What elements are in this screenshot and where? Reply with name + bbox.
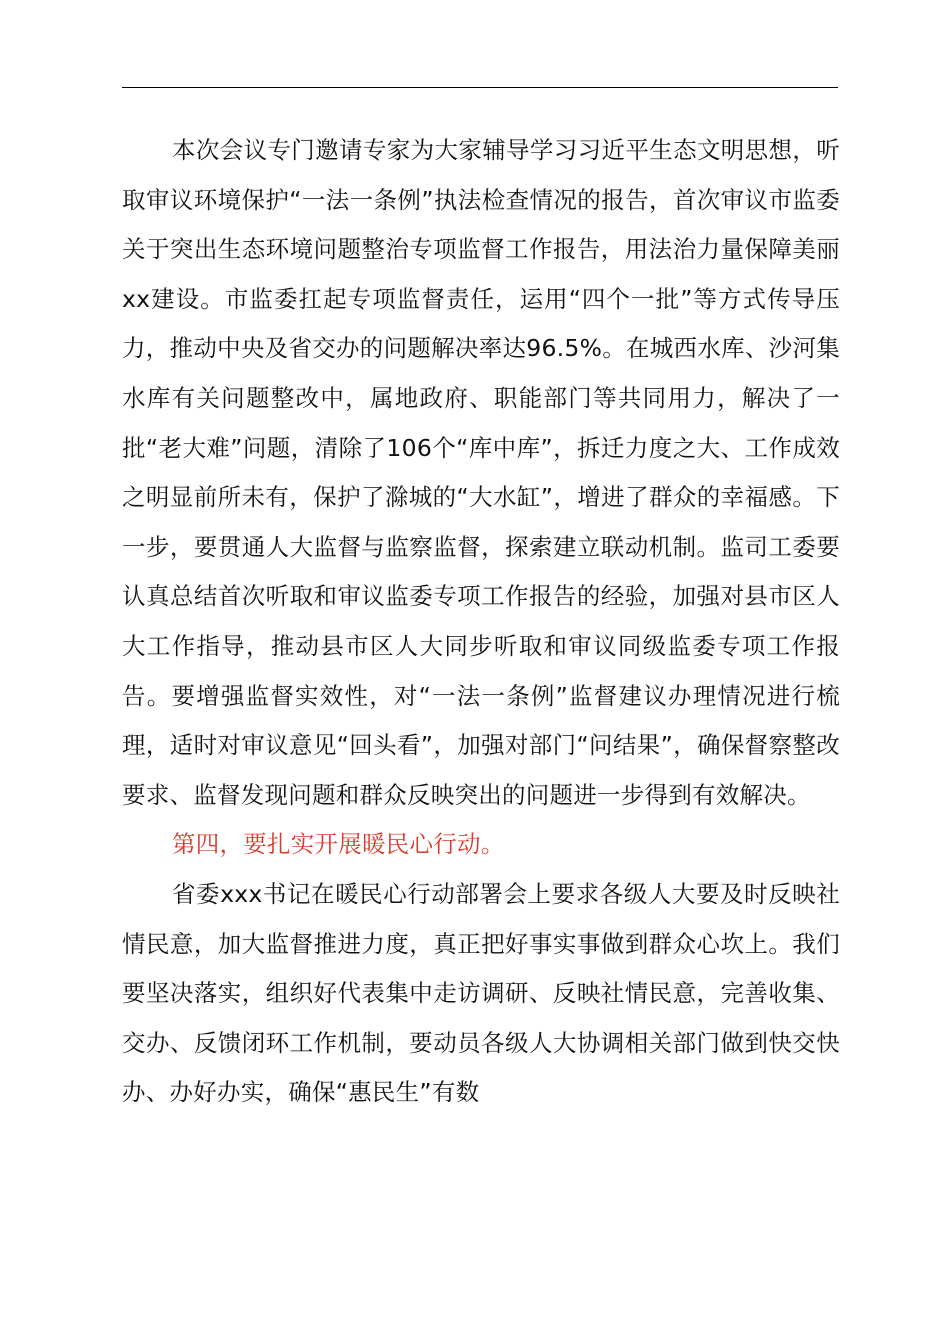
document-body: [122, 126, 840, 1118]
header-rule: [122, 87, 838, 88]
section-heading-4: 第四，要扎实开展暖民心行动。: [172, 830, 505, 859]
body-paragraph-1: 本次会议专门邀请专家为大家辅导学习习近平生态文明思想，听取审议环境保护“一法一条例”执法检查情况的报告，首次审议市监委关于突出生态环境问题整治专项监督工作报告，用法治力量保障美丽xx建设。市监委扛起专项监督责任，运用“四个一批”等方式传导压力，推动中央及省交办的问题解决率达96.5%。在城西水库、沙河集水库有关问题整改中，属地政府、职能部门等共同用力，解决了一批“老大难”问题，清除了106个“库中库”，拆迁力度之大、工作成效之明显前所未有，保护了滁城的“大水缸”，增进了群众的幸福感。下一步，要贯通人大监督与监察监督，探索建立联动机制。监司工委要认真总结首次听取和审议监委专项工作报告的经验，加强对县市区人大工作指导，推动县市区人大同步听取和审议同级监委专项工作报告。要增强监督实效性，对“一法一条例”监督建议办理情况进行梳理，适时对审议意见“回头看”，加强对部门“问结果”，确保督察整改要求、监督发现问题和群众反映突出的问题进一步得到有效解决。: [122, 136, 840, 809]
body-paragraph-2: 省委xxx书记在暖民心行动部署会上要求各级人大要及时反映社情民意，加大监督推进力度，真正把好事实事做到群众心坎上。我们要坚决落实，组织好代表集中走访调研、反映社情民意，完善收集、交办、反馈闭环工作机制，要动员各级人大协调相关部门做到快交快办、办好办实，确保“惠民生”有数: [122, 879, 840, 1107]
